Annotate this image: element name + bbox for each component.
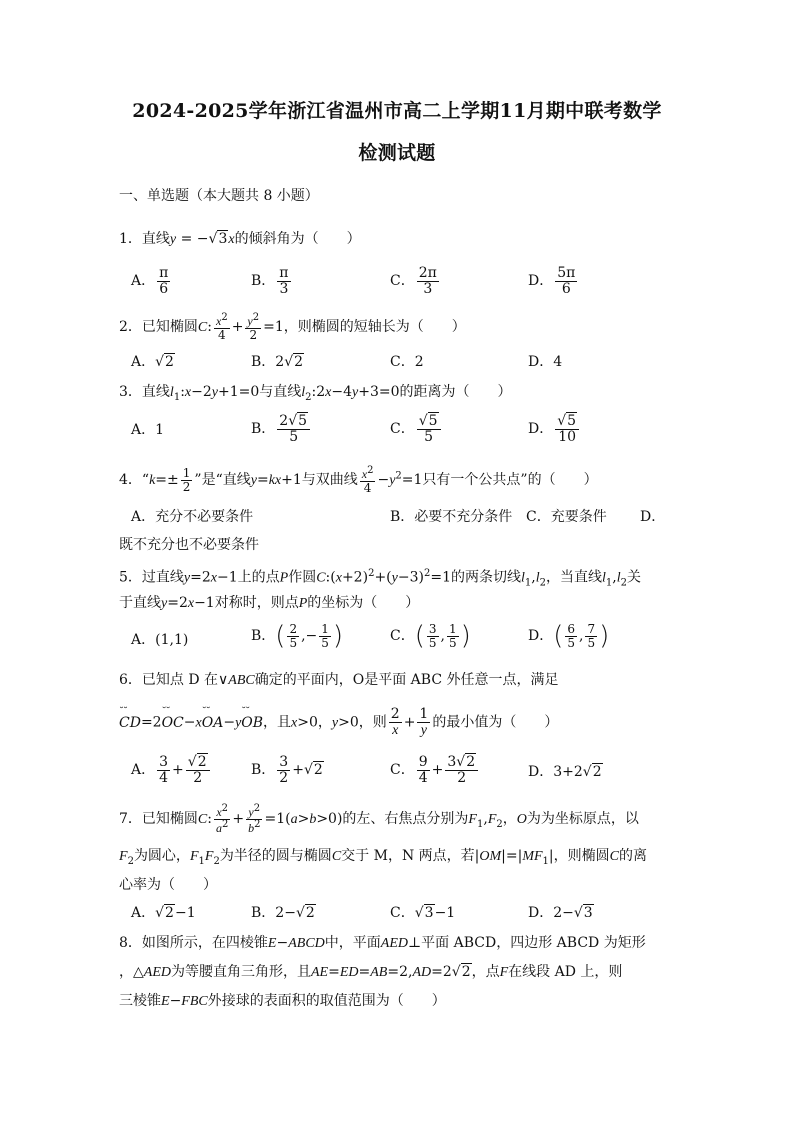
question-8-stem-line2: ，△AED为等腰直角三角形，且AE=ED=AB=2,AD=2√2，点F在线段 AD 上，则 xyxy=(119,964,623,980)
question-4-option-d-text: 既不充分也不必要条件 xyxy=(119,537,259,553)
question-6-option-a[interactable]: A． $\frac{3}{4}$ + $\frac{√2}{2}$ xyxy=(131,755,212,785)
question-7-stem: 7．已知椭圆C: $\frac{x^2}{a^2}$ + $\frac{y^2}{b^2}$ =1(a>b>0)的左、右焦点分别为$F_1,F_2$，O为为坐标原点，以 xyxy=(119,803,639,835)
section-heading: 一、单选题（本大题共 8 小题） xyxy=(119,188,319,204)
question-7-option-a[interactable]: A．√2−1 xyxy=(131,905,196,921)
question-2-option-d[interactable]: D．4 xyxy=(528,354,563,370)
question-6-stem-line2: ˘˘ CD=2˘˘ OC−x˘˘ OA−y˘˘ OB，且x>0，y>0，则 $\frac{2}{x}$ + $\frac{1}{y}$ 的最小值为（ ） xyxy=(119,707,558,738)
question-2-option-a[interactable]: A．√2 xyxy=(131,354,174,370)
question-6-option-d[interactable]: D．3+2√2 xyxy=(528,764,602,780)
question-8-stem-line3: 三棱锥E−FBC外接球的表面积的取值范围为（ ） xyxy=(119,993,446,1009)
question-5-stem: 5．过直线y=2x−1上的点P作圆$C:(x+2)^2+(y-3)^2=1$的两条切线$l_1,l_2$，当直线$l_1,l_2$关 xyxy=(119,568,641,589)
question-7-option-c[interactable]: C．√3−1 xyxy=(390,905,456,921)
question-1-stem: 1．直线y = −√3x的倾斜角为（ ） xyxy=(119,231,361,247)
question-5-stem-line2: 于直线y=2x−1对称时，则点P的坐标为（ ） xyxy=(119,595,420,611)
question-4-stem: 4．“k=± $\frac{1}{2}$ ”是“直线y=kx+1与双曲线 $\frac{x^2}{4}$ $-y^2=1$只有一个公共点”的（ ） xyxy=(119,465,598,495)
question-7-stem-line3: 心率为（ ） xyxy=(119,877,217,893)
question-6-option-b[interactable]: B． $\frac{3}{2}$ +√2 xyxy=(251,754,323,786)
question-4-option-b[interactable]: B．必要不充分条件 xyxy=(390,509,513,525)
question-2-stem: 2．已知椭圆C: $\frac{x^2}{4}$ + $\frac{y^2}{2}$ =1，则椭圆的短轴长为（ ） xyxy=(119,312,466,342)
question-3-option-b[interactable]: B． $\frac{2√5}{5}$ xyxy=(251,414,312,444)
question-3-option-d[interactable]: D． $\frac{√5}{10}$ xyxy=(528,414,581,444)
question-1-option-d[interactable]: D． $\frac{5\pi}{6}$ xyxy=(528,265,576,297)
question-1-option-c[interactable]: C． $\frac{2\pi}{3}$ xyxy=(390,265,437,297)
question-6-option-c[interactable]: C． $\frac{9}{4}$ + $\frac{3√2}{2}$ xyxy=(390,755,480,785)
question-4-option-d[interactable]: D． xyxy=(640,509,666,525)
question-2-option-c[interactable]: C．2 xyxy=(390,354,424,370)
question-8-stem: 8．如图所示，在四棱锥E−ABCD中，平面AED⊥平面 ABCD，四边形 ABCD 为矩形 xyxy=(119,935,646,951)
question-7-stem-line2: $F_2$为圆心，$F_1F_2$为半径的圆与椭圆C交于 M，N 两点，若$|OM|=|MF_1|$，则椭圆C的离 xyxy=(119,848,647,867)
question-6-stem: 6．已知点 D 在∨ABC确定的平面内，O是平面 ABC 外任意一点，满足 xyxy=(119,672,559,688)
question-4-option-a[interactable]: A．充分不必要条件 xyxy=(131,509,254,525)
question-7-option-d[interactable]: D．2−√3 xyxy=(528,905,593,921)
question-5-option-c[interactable]: C．( $\frac{3}{5}$ , $\frac{1}{5}$ ) xyxy=(390,621,471,652)
question-1-option-a[interactable]: A． $\frac{\pi}{6}$ xyxy=(131,265,169,297)
question-5-option-b[interactable]: B．( $\frac{2}{5}$ ,− $\frac{1}{5}$ ) xyxy=(251,621,344,652)
question-3-option-c[interactable]: C． $\frac{√5}{5}$ xyxy=(390,414,443,444)
question-2-option-b[interactable]: B．2√2 xyxy=(251,354,304,370)
page-title-line1: 2024-2025学年浙江省温州市高二上学期11月期中联考数学 xyxy=(132,100,662,122)
question-5-option-d[interactable]: D．( $\frac{6}{5}$ , $\frac{7}{5}$ ) xyxy=(528,621,610,652)
page-title-line2: 检测试题 xyxy=(358,142,436,164)
question-7-option-b[interactable]: B．2−√2 xyxy=(251,905,315,921)
question-4-option-c[interactable]: C．充要条件 xyxy=(526,509,607,525)
question-1-option-b[interactable]: B． $\frac{\pi}{3}$ xyxy=(251,265,289,297)
question-5-option-a[interactable]: A．(1,1) xyxy=(131,632,189,648)
question-3-option-a[interactable]: A．1 xyxy=(131,422,165,438)
question-3-stem: 3．直线$l_1:x-2y+1=0$与直线$l_2:2x-4y+3=0$的距离为（ ） xyxy=(119,384,512,403)
